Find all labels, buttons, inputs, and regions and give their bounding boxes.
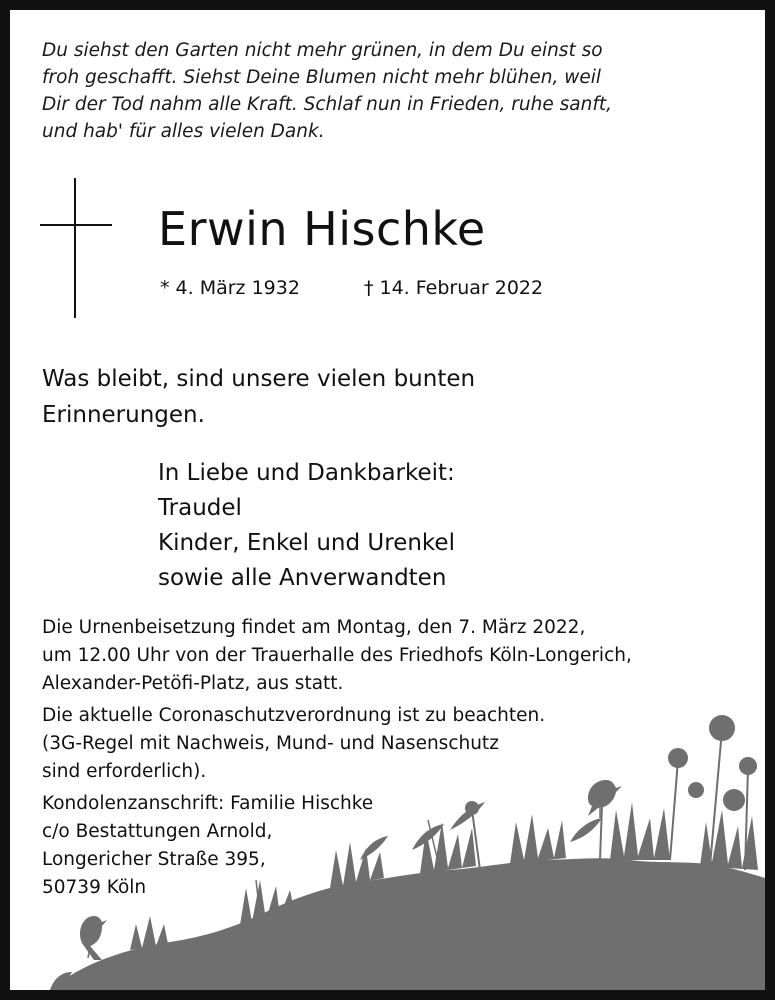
burial-line: um 12.00 Uhr von der Trauerhalle des Friedhofs Köln-Longerich, (42, 645, 632, 666)
covid-line: Die aktuelle Coronaschutzverordnung ist zu beachten. (42, 705, 546, 726)
death-date: † 14. Februar 2022 (363, 277, 544, 299)
poem (42, 37, 742, 145)
remembrance-line: Was bleibt, sind unsere vielen bunten (42, 366, 476, 392)
address-line: 50739 Köln (42, 877, 147, 898)
deceased-name: Erwin Hischke (158, 202, 486, 256)
signature-line: Kinder, Enkel und Urenkel (158, 530, 455, 556)
address-line: c/o Bestattungen Arnold, (42, 821, 273, 842)
birth-date: * 4. März 1932 (160, 277, 300, 299)
remembrance-line: Erinnerungen. (42, 402, 205, 428)
covid-line: sind erforderlich). (42, 761, 207, 782)
signature-line: Traudel (158, 495, 242, 521)
poem-line: und hab' für alles vielen Dank. (42, 121, 325, 142)
poem-line: Du siehst den Garten nicht mehr grünen, in dem Du einst so (42, 40, 603, 61)
covid-line: (3G-Regel mit Nachweis, Mund- und Nasenschutz (42, 733, 499, 754)
mourners-signature (158, 456, 455, 596)
life-dates (160, 275, 543, 301)
burial-announcement (42, 614, 742, 698)
condolence-address (42, 790, 742, 902)
signature-line: In Liebe und Dankbarkeit: (158, 460, 455, 486)
signature-line: sowie alle Anverwandten (158, 565, 447, 591)
covid-notice (42, 702, 742, 786)
poem-line: froh geschafft. Siehst Deine Blumen nicht mehr blühen, weil (42, 67, 601, 88)
address-line: Kondolenzanschrift: Familie Hischke (42, 793, 374, 814)
poem-line: Dir der Tod nahm alle Kraft. Schlaf nun in Frieden, ruhe sanft, (42, 94, 612, 115)
remembrance-text (42, 361, 602, 433)
burial-line: Alexander-Petöfi-Platz, aus statt. (42, 673, 344, 694)
address-line: Longericher Straße 395, (42, 849, 266, 870)
burial-line: Die Urnenbeisetzung findet am Montag, den 7. März 2022, (42, 617, 586, 638)
latin-cross-icon (40, 178, 115, 318)
